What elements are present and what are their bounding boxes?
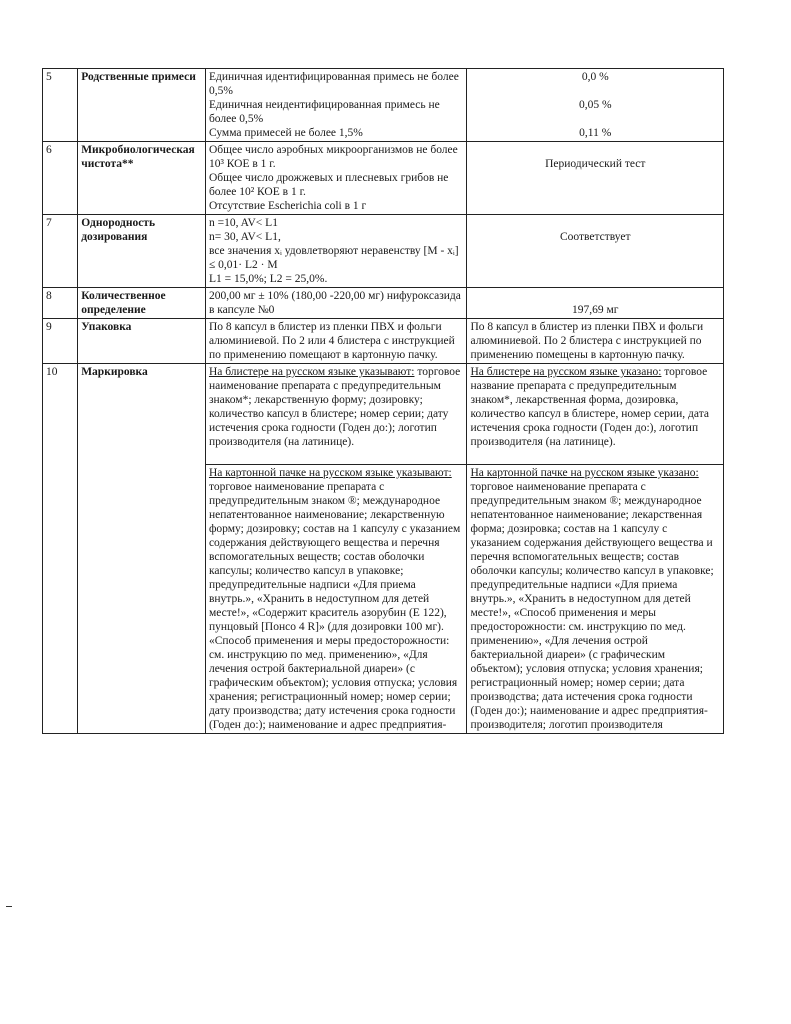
table-row [43,319,724,364]
blister-text: торговое наименование препарата с предупредительным знаком*; лекарственную форму; дозировку; количество капсул в блистере; номер серии; дату истечения срока годности (Годен до:); логотип производителя (на латинице). [208,366,461,448]
requirement-cell [205,215,467,288]
result-cell [467,465,724,734]
table-row [43,364,724,465]
table-row [43,69,724,142]
requirement-line: n= 30, AV< L1, [208,231,281,243]
requirement-line: все значения xᵢ удовлетворяют неравенству [M - xᵢ] ≤ 0,01· L2 · M [208,245,459,271]
row-number: 5 [43,69,78,142]
indicator-name: Упаковка [78,319,206,364]
result-cell [467,142,724,215]
requirement-cell: По 8 капсул в блистер из пленки ПВХ и фольги алюминиевой. По 2 или 4 блистера с инструкцией по применению помещают в картонную пачку. [205,319,467,364]
row-number: 9 [43,319,78,364]
result-line: 0,05 % [578,99,612,111]
result-cell [467,69,724,142]
requirement-line: Отсутствие Escherichia coli в 1 г [208,200,367,212]
requirement-cell [205,465,467,734]
blister-heading: На блистере на русском языке указывают: [208,366,415,378]
requirement-line: Единичная неидентифицированная примесь не более 0,5% [208,99,440,125]
indicator-name: Микробиологическая чистота** [78,142,206,215]
carton-heading: На картонной пачке на русском языке указывают: [208,467,452,479]
requirement-cell [205,69,467,142]
margin-mark [6,906,12,907]
carton-text: торговое наименование препарата с предупредительным знаком ®; международное непатентованное наименование; лекарственная форма; дозировка; состав на 1 капсулу с указанием содержания действующего вещества и перечня вспомогательных веществ; состав оболочки капсулы; количество капсул в упаковке; предупредительные надписи «Для приема внутрь.», «Хранить в недоступном для детей месте!», «Способ применения и меры предосторожности: см. инструкцию по мед. применению», «Для лечения острой бактериальной диареи» (с графическим объектом); условия отпуска; условия хранения; регистрационный номер; номер серии; дата производства; дата истечения срока годности (Годен до:); наименование и адрес предприятия-производителя; логотип производителя [470,481,714,731]
specification-table [42,68,724,734]
table-row [43,142,724,215]
requirement-cell [205,364,467,465]
result-cell: По 8 капсул в блистер из пленки ПВХ и фольги алюминиевой. По 2 блистера с инструкцией по применению помещены в картонную пачку. [467,319,724,364]
indicator-name: Родственные примеси [78,69,206,142]
indicator-name: Количественное определение [78,288,206,319]
result-cell [467,364,724,465]
indicator-name: Маркировка [78,364,206,734]
blister-text: торговое название препарата с предупредительным знаком*, лекарственная форма, дозировка, количество капсул в блистере, номер серии, дата истечения срока годности (Годен до:), логотип производителя (на латинице). [470,366,709,448]
carton-text: торговое наименование препарата с предупредительным знаком ®; международное непатентованное наименование; лекарственную форму; дозировку; состав на 1 капсулу с указанием содержания действующего вещества и перечня вспомогательных веществ; состав оболочки капсулы; количество капсул в упаковке; предупредительные надписи «Для приема внутрь.», «Хранить в недоступном для детей месте!», «Содержит краситель азорубин (Е 122), пунцовый [Понсо 4 R]» (для дозировки 100 мг). «Способ применения и меры предосторожности: см. инструкцию по мед. применению», «Для лечения острой бактериальной диареи» (с графическим объектом); условия отпуска; условия хранения; регистрационный номер; номер серии; дату производства; дату истечения срока годности (Годен до:); наименование и адрес предприятия- [208,481,461,731]
requirement-line: Сумма примесей не более 1,5% [208,127,363,139]
indicator-name: Однородность дозирования [78,215,206,288]
blister-heading: На блистере на русском языке указано: [470,366,662,378]
requirement-line: Общее число аэробных микроорганизмов не более 10³ КОЕ в 1 г. [208,144,458,170]
requirement-line: Общее число дрожжевых и плесневых грибов не более 10² КОЕ в 1 г. [208,172,449,198]
row-number: 8 [43,288,78,319]
table-row [43,215,724,288]
requirement-line: L1 = 15,0%; L2 = 25,0%. [208,273,328,285]
table-row [43,288,724,319]
row-number: 10 [43,364,78,734]
result-line: Соответствует [559,231,631,243]
requirement-cell: 200,00 мг ± 10% (180,00 -220,00 мг) нифуроксазида в капсуле №0 [205,288,467,319]
requirement-line: n =10, AV< L1 [208,217,278,229]
requirement-line: Единичная идентифицированная примесь не более 0,5% [208,71,459,97]
result-cell [467,288,724,319]
result-line: 0,0 % [581,71,609,83]
row-number: 6 [43,142,78,215]
carton-heading: На картонной пачке на русском языке указано: [470,467,699,479]
result-line: Периодический тест [545,158,646,170]
result-line: 197,69 мг [571,304,619,316]
row-number: 7 [43,215,78,288]
result-line: 0,11 % [579,127,612,139]
requirement-cell [205,142,467,215]
result-cell [467,215,724,288]
